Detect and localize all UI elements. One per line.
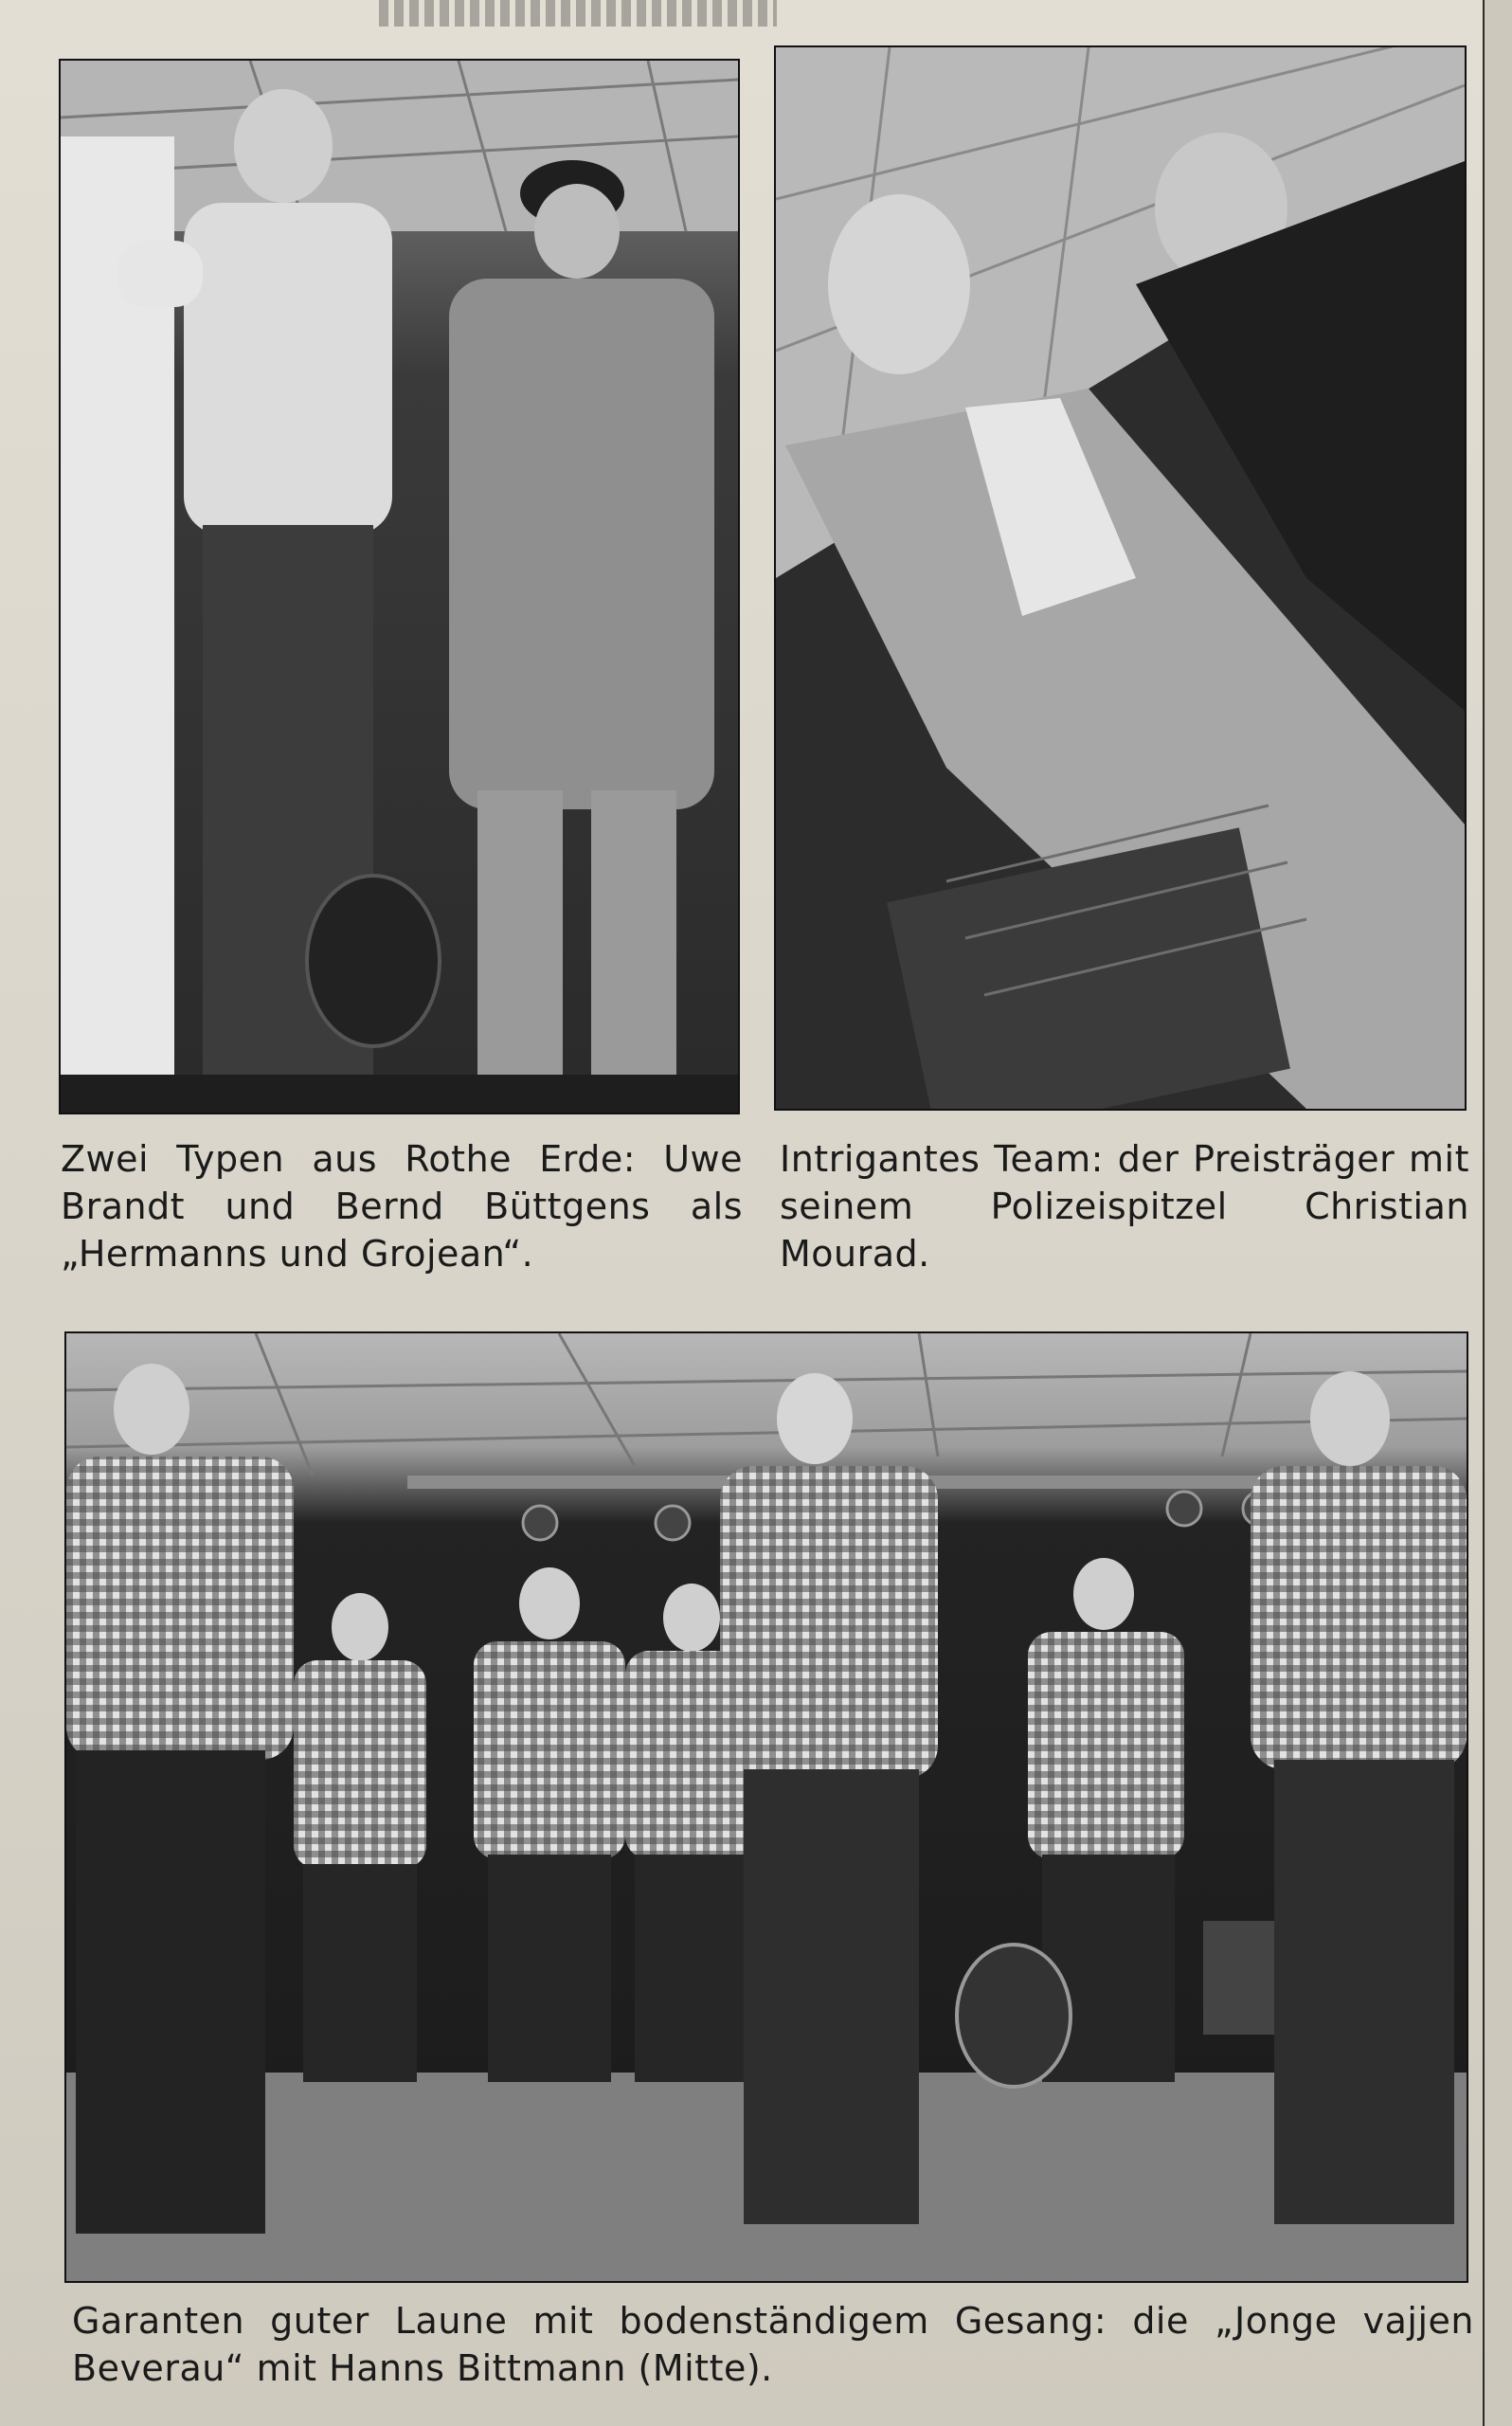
caption-top-left: Zwei Typen aus Rothe Erde: Uwe Brandt und Bernd Büttgens als „Hermanns und Grojean“. xyxy=(61,1138,743,1275)
caption-top-right: Intrigantes Team: der Preisträger mit seinem Polizeispitzel Christian Mourad. xyxy=(780,1138,1469,1275)
adjacent-column-edge xyxy=(1483,0,1512,2426)
cut-off-text-fragment xyxy=(379,0,777,27)
photo-top-left xyxy=(59,59,740,1114)
photo-bottom xyxy=(64,1331,1468,2283)
photo-top-right xyxy=(774,45,1467,1111)
caption-bottom: Garanten guter Laune mit bodenständigem Gesang: die „Jonge vajjen Beverau“ mit Hanns Bittmann (Mitte). xyxy=(72,2300,1474,2389)
